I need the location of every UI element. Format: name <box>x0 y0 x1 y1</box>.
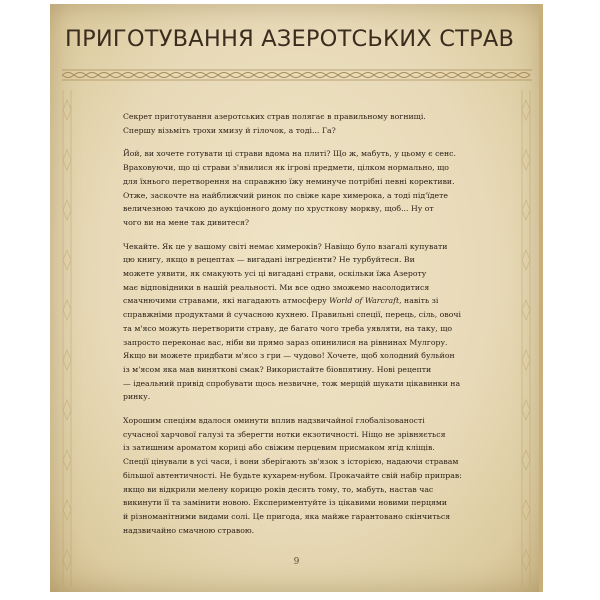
text-line: та м'ясо можуть перетворити страву, де багато чого треба уявляти, на таку, що <box>123 323 453 333</box>
text-line: запросто переконає вас, ніби ви прямо зараз опинилися на рівнинах Мулгору. <box>123 337 448 347</box>
text-line: надзвичайно смачною стравою. <box>123 525 255 535</box>
text-line: більшої автентичності. Не будьте кухарем-нубом. Прокачайте свій набір приправ: <box>123 470 462 480</box>
text-segment: смачнючими стравами, які нагадають атмосферу <box>123 296 330 306</box>
body-text <box>123 110 461 547</box>
text-line: сучасної харчової галузі та зберегти нотки екзотичності. Ніщо не зрівняється <box>123 429 446 439</box>
text-line: Йой, ви хочете готувати ці страви вдома на плиті? Що ж, мабуть, у цьому є сенс. <box>123 149 456 159</box>
text-line: можете уявити, як смакують усі ці вигадані страви, оскільки їжа Азероту <box>123 269 427 279</box>
paragraph <box>123 110 461 137</box>
text-line: величезною тачкою до аукціонного дому по хрусткову моркву, щоб... Ну от <box>123 204 434 214</box>
page-number: 9 <box>293 557 300 567</box>
paragraph <box>123 414 461 537</box>
text-line: Отже, заскочте на найближчий ринок по свіже каре химерока, а тоді під'їдете <box>123 190 449 200</box>
text-line: справжніми продуктами й сучасною кухнею. Правильні спеції, перець, сіль, овочі <box>123 310 461 320</box>
text-line: й різноманітними видами солі. Це пригода, яка майже гарантовано скінчиться <box>123 511 451 521</box>
right-border-ornament <box>517 90 535 586</box>
text-line: цю книгу, якщо в рецептах — вигадані інгредієнти? Не турбуйтеся. Ви <box>123 255 415 265</box>
text-line: Хорошим спеціям вдалося оминути вплив надзвичайної глобалізованості <box>123 416 425 426</box>
text-line: Секрет приготування азеротських страв полягає в правильному вогнищі. <box>123 112 426 121</box>
page-title: ПРИГОТУВАННЯ АЗЕРОТСЬКИХ СТРАВ <box>65 26 515 52</box>
game-title-italic: World of Warcraft <box>329 296 400 306</box>
paragraph <box>123 240 461 404</box>
text-line: викинути її та замінити новою. Експериментуйте із цікавими новими перцями <box>123 498 448 508</box>
text-line: Враховуючи, що ці страви з'явилися як ігрові предмети, цілком нормально, що <box>123 163 449 173</box>
text-line: Якщо ви можете придбати м'ясо з гри — чудово! Хочете, щоб холодний бульйон <box>123 351 455 361</box>
title-ornament-border <box>62 68 532 82</box>
page-edge <box>539 4 543 592</box>
text-line: ринку. <box>123 392 151 402</box>
text-segment: , навіть зі <box>399 296 439 306</box>
text-line: для їхнього перетворення на справжню їжу неминуче потрібні певні корективи. <box>123 176 455 186</box>
text-line: із м'ясом яка мав виняткові смак? Використайте біовпятину. Нові рецепти <box>123 364 432 374</box>
text-line <box>123 294 461 308</box>
text-line: із затишним ароматом кориці або свіжим перцевим присмаком ягід кліщів. <box>123 443 435 453</box>
text-line: якщо ви відкрили мелену корицю років десять тому, то, мабуть, настав час <box>123 484 434 494</box>
text-line: має відповідники в нашій реальності. Ми все одно зможемо насолодитися <box>123 282 430 292</box>
text-line: Спеції цінували в усі часи, і вони зберігають зв'язок з історією, надаючи стравам <box>123 457 459 467</box>
text-line: чого ви на мене так дивитеся? <box>123 217 249 227</box>
text-line: Чекайте. Як це у вашому світі немає химероків? Навіщо було взагалі купувати <box>123 241 448 251</box>
left-border-ornament <box>58 90 76 586</box>
text-line: — ідеальний привід спробувати щось незвичне, тож мерщій шукати цікавинки на <box>123 378 461 388</box>
paragraph <box>123 147 461 229</box>
book-page <box>50 4 543 592</box>
text-line: Спершу візьміть трохи хмизу й гілочок, а тоді... Га? <box>123 125 336 135</box>
